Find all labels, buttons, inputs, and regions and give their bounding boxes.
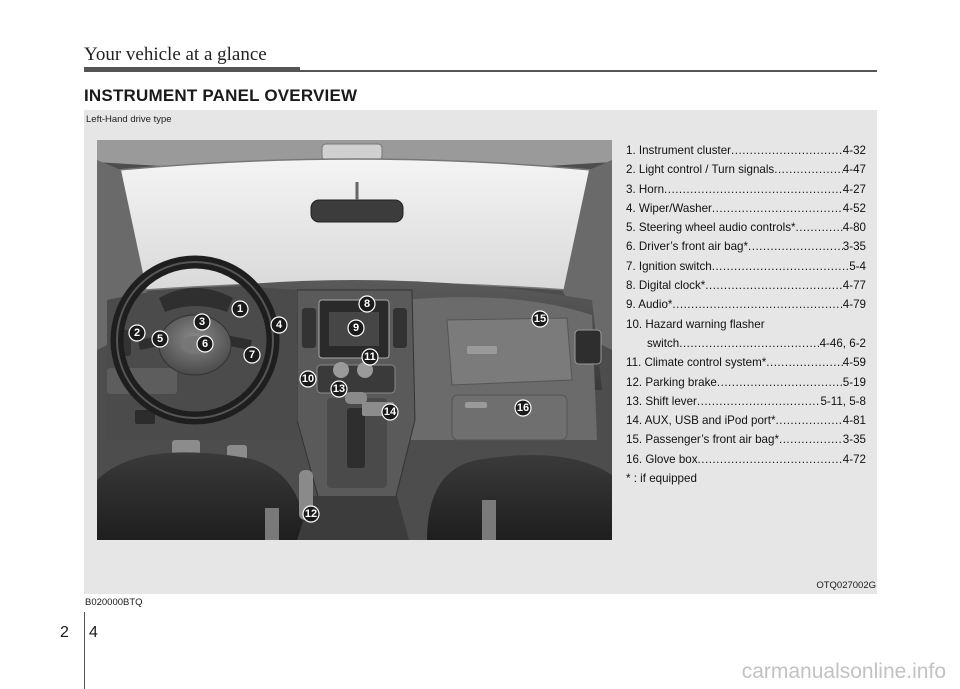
svg-text:13: 13 [332, 383, 346, 395]
callout-8 [359, 296, 375, 312]
callout-1 [232, 301, 248, 317]
drive-type-caption: Left-Hand drive type [86, 114, 172, 125]
illustration-code: OTQ027002G [816, 580, 876, 591]
svg-text:15: 15 [533, 313, 547, 325]
callout-13 [331, 381, 347, 397]
driver-headrest-post [265, 508, 279, 540]
legend-item: 14. AUX, USB and iPod port* ..... 4-81 [626, 411, 866, 430]
windshield [119, 159, 592, 290]
document-code: B020000BTQ [85, 597, 143, 608]
center-vent-right [393, 308, 407, 348]
legend-item: switch ..... 4-46, 6-2 [626, 334, 866, 353]
legend-footnote: * : if equipped [626, 472, 697, 486]
callout-3 [194, 314, 210, 330]
callout-7 [244, 347, 260, 363]
section-title: INSTRUMENT PANEL OVERVIEW [84, 86, 358, 105]
instrument-panel-illustration [97, 140, 612, 540]
legend-item: 11. Climate control system* ..... 4-59 [626, 353, 866, 372]
callout-9 [348, 320, 364, 336]
legend-item: 13. Shift lever ..... 5-11, 5-8 [626, 392, 866, 411]
svg-text:1: 1 [236, 303, 244, 315]
header-rule [84, 70, 877, 72]
svg-text:9: 9 [352, 322, 360, 334]
legend-item: 5. Steering wheel audio controls* ..... 4-80 [626, 218, 866, 237]
legend-item: 1. Instrument cluster ..... 4-32 [626, 141, 866, 160]
dome-light [322, 144, 382, 160]
callout-14 [382, 404, 398, 420]
svg-text:12: 12 [304, 508, 318, 520]
legend-item: 9. Audio* ..... 4-79 [626, 295, 866, 314]
callout-15 [532, 311, 548, 327]
legend-item: 15. Passenger’s front air bag* ..... 3-35 [626, 430, 866, 449]
legend-item: 6. Driver’s front air bag* ..... 3-35 [626, 237, 866, 256]
header-title: Your vehicle at a glance [84, 44, 267, 65]
svg-text:2: 2 [133, 327, 141, 339]
callout-11 [362, 349, 378, 365]
page-divider [84, 612, 85, 689]
legend-item: 7. Ignition switch ..... 5-4 [626, 257, 866, 276]
callout-2 [129, 325, 145, 341]
passenger-vent [575, 330, 601, 364]
watermark: carmanualsonline.info [741, 660, 946, 683]
svg-text:11: 11 [364, 351, 376, 363]
passenger-headrest-post [482, 500, 496, 540]
component-legend [626, 141, 866, 488]
svg-text:5: 5 [156, 333, 164, 345]
chapter-number: 2 [60, 624, 69, 641]
svg-text:7: 7 [248, 349, 256, 361]
svg-text:10: 10 [301, 373, 315, 385]
svg-text:6: 6 [201, 338, 209, 350]
callout-6 [197, 336, 213, 352]
callout-12 [303, 506, 319, 522]
climate-controls [317, 365, 395, 393]
legend-item: 12. Parking brake ..... 5-19 [626, 373, 866, 392]
dashboard-drawing [97, 140, 612, 540]
legend-item: 3. Horn ..... 4-27 [626, 180, 866, 199]
legend-item: 2. Light control / Turn signals ..... 4-47 [626, 160, 866, 179]
rear-view-mirror [311, 200, 403, 222]
legend-item: 16. Glove box ..... 4-72 [626, 450, 866, 469]
callout-4 [271, 317, 287, 333]
shift-gate [347, 408, 365, 468]
legend-item: 10. Hazard warning flasher [626, 317, 765, 331]
svg-text:16: 16 [516, 402, 530, 414]
legend-item: 8. Digital clock* ..... 4-77 [626, 276, 866, 295]
page-number: 4 [89, 624, 98, 641]
svg-text:14: 14 [383, 406, 397, 418]
glove-box-lid [447, 318, 572, 385]
legend-item: 4. Wiper/Washer ..... 4-52 [626, 199, 866, 218]
svg-text:8: 8 [363, 298, 371, 310]
callout-5 [152, 331, 168, 347]
lower-glove-box [452, 395, 567, 440]
center-vent-left [302, 308, 316, 348]
callout-10 [300, 371, 316, 387]
svg-text:4: 4 [275, 319, 283, 331]
svg-text:3: 3 [198, 316, 206, 328]
callout-16 [515, 400, 531, 416]
